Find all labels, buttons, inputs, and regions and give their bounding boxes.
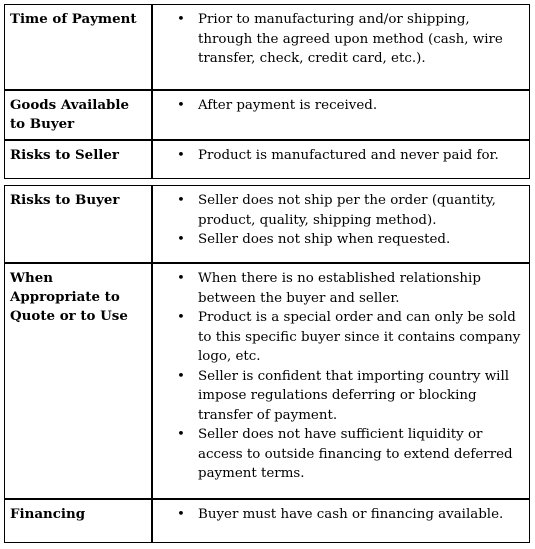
row-content-cell — [152, 90, 530, 140]
row-label-cell — [4, 90, 152, 140]
bullet-item: • After payment is received. — [198, 96, 523, 116]
row-label: Time of Payment — [10, 11, 137, 27]
table-row — [4, 499, 530, 543]
bullet-item: • Buyer must have cash or financing available. — [198, 505, 523, 525]
bullet-list — [155, 93, 527, 116]
row-label-cell — [4, 185, 152, 263]
bullet-item: • Prior to manufacturing and/or shipping, through the agreed upon method (cash, wire transfer, check, credit card, etc.). — [198, 10, 523, 69]
bullet-list — [155, 143, 527, 166]
payment-terms-table — [4, 4, 530, 545]
table-row — [4, 4, 530, 90]
bullet-item: • Seller is confident that importing country will impose regulations deferring or blocking transfer of payment. — [198, 367, 523, 426]
row-content-cell — [152, 499, 530, 543]
row-label-cell — [4, 140, 152, 179]
bullet-item: • Product is a special order and can only be sold to this specific buyer since it contains company logo, etc. — [198, 308, 523, 367]
bullet-list — [155, 502, 527, 525]
row-label: Financing — [10, 506, 86, 522]
row-label: When Appropriate to Quote or to Use — [10, 270, 128, 324]
bullet-list — [155, 188, 527, 250]
bullet-list — [155, 266, 527, 484]
row-content-cell — [152, 263, 530, 499]
row-content-cell — [152, 4, 530, 90]
table-row — [4, 140, 530, 179]
table-row — [4, 185, 530, 263]
row-label-cell — [4, 4, 152, 90]
row-label-cell — [4, 263, 152, 499]
bullet-item: • Seller does not ship per the order (quantity, product, quality, shipping method). — [198, 191, 523, 230]
terms-table — [4, 4, 530, 543]
table-row — [4, 263, 530, 499]
row-label: Risks to Buyer — [10, 192, 120, 208]
row-label: Goods Available to Buyer — [10, 97, 129, 132]
table-row — [4, 90, 530, 140]
row-label-cell — [4, 499, 152, 543]
row-label: Risks to Seller — [10, 147, 119, 163]
row-content-cell — [152, 185, 530, 263]
bullet-item: • Seller does not have sufficient liquidity or access to outside financing to extend deferred payment terms. — [198, 425, 523, 484]
bullet-item: • When there is no established relationship between the buyer and seller. — [198, 269, 523, 308]
row-content-cell — [152, 140, 530, 179]
bullet-list — [155, 7, 527, 69]
bullet-item: • Product is manufactured and never paid for. — [198, 146, 523, 166]
bullet-item: • Seller does not ship when requested. — [198, 230, 523, 250]
